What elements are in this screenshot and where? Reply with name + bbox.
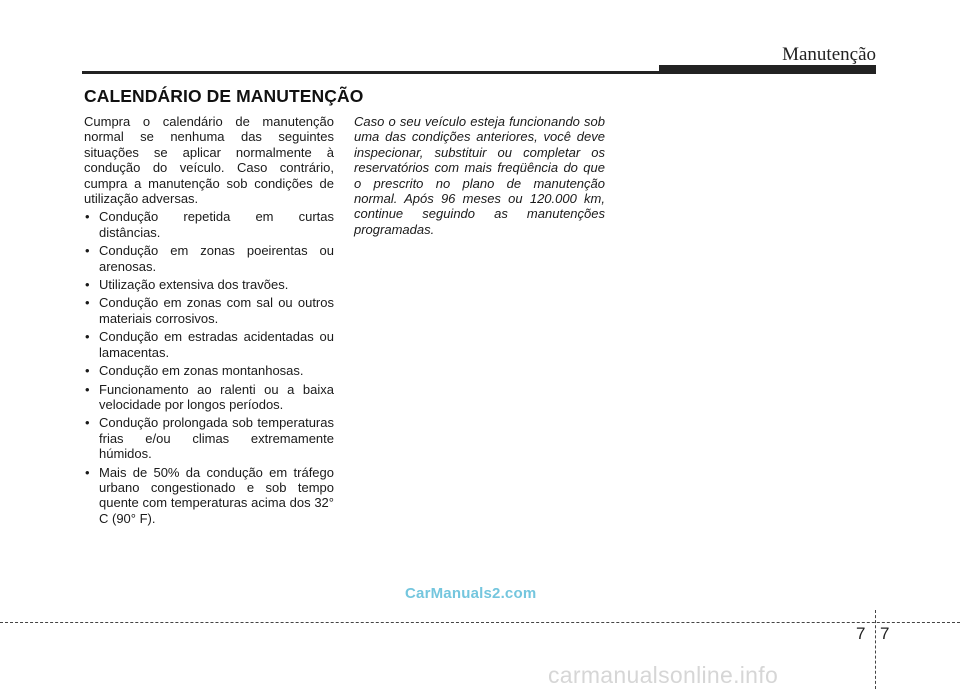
footer-rule (0, 622, 960, 623)
section-title: CALENDÁRIO DE MANUTENÇÃO (84, 86, 364, 106)
list-item: • Funcionamento ao ralenti ou a baixa velocidade por longos períodos. (84, 382, 334, 413)
header-rule-thick (659, 65, 876, 74)
page-number: 7 (880, 624, 890, 643)
note-paragraph: Caso o seu veículo esteja funcionando sob uma das condições anteriores, você deve inspecionar, substituir ou completar os reservatórios com mais freqüência do que o prescrito no plano de manutenção normal. Após 96 meses ou 120.000 km, continue seguindo as manutenções programadas. (354, 114, 605, 237)
intro-paragraph: Cumpra o calendário de manutenção normal se nenhuma das seguintes situações se aplicar normalmente à condução do veículo. Caso contrário, cumpra a manutenção sob condições de utilização adversas. (84, 114, 334, 207)
list-item: • Condução em zonas com sal ou outros materiais corrosivos. (84, 295, 334, 326)
header-rule-thin (82, 71, 662, 74)
chapter-number: 7 (856, 624, 866, 643)
conditions-list (84, 209, 334, 526)
list-item: • Condução prolongada sob temperaturas frias e/ou climas extremamente húmidos. (84, 415, 334, 461)
list-item: • Mais de 50% da condução em tráfego urbano congestionado e sob tempo quente com temperaturas acima dos 32° C (90° F). (84, 465, 334, 527)
watermark-link[interactable]: CarManuals2.com (405, 585, 537, 602)
footer-site-link[interactable]: carmanualsonline.info (548, 662, 779, 688)
list-item: • Condução em zonas montanhosas. (84, 363, 334, 378)
chapter-title: Manutenção (782, 44, 876, 65)
list-item: • Utilização extensiva dos travões. (84, 277, 334, 292)
list-item: • Condução em estradas acidentadas ou lamacentas. (84, 329, 334, 360)
page-separator (875, 610, 876, 689)
list-item: • Condução repetida em curtas distâncias. (84, 209, 334, 240)
left-column (84, 114, 334, 526)
list-item: • Condução em zonas poeirentas ou arenosas. (84, 243, 334, 274)
